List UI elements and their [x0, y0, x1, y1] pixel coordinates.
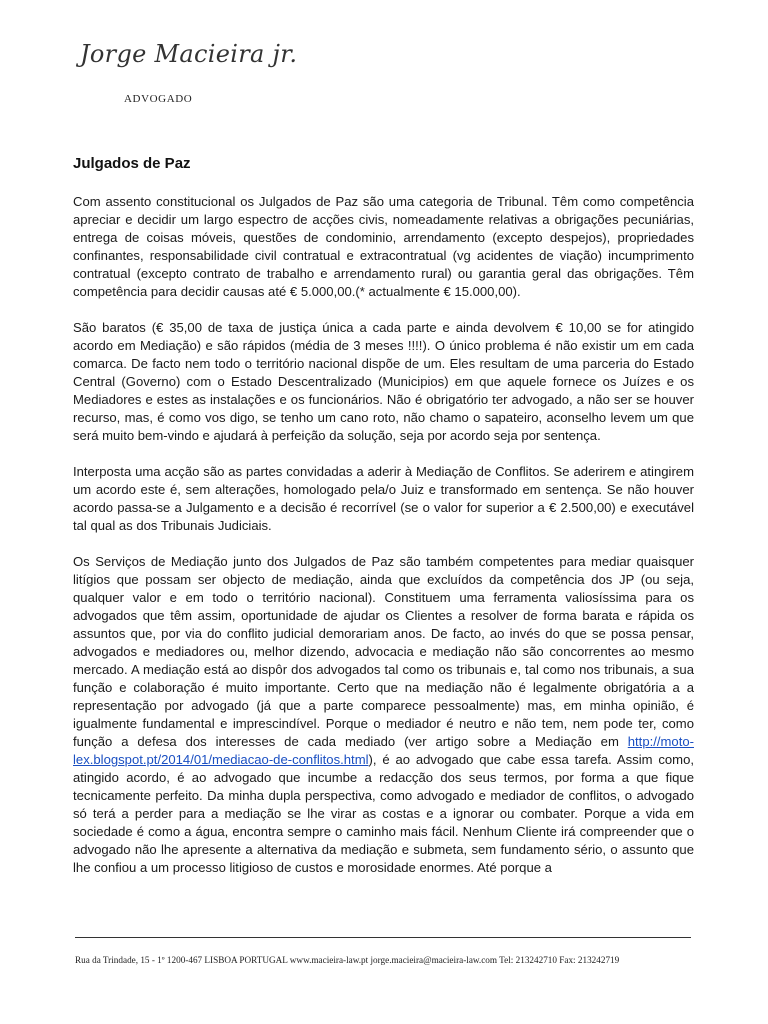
- document-body: [73, 193, 694, 895]
- paragraph-4-text-start: Os Serviços de Mediação junto dos Julgados de Paz são também competentes para mediar quaisquer litígios que possam ser objecto de mediação, ainda que excluídos da competência dos JP (ou seja, qualquer valor e em todo o território nacional). Constituem uma ferramenta valiosíssima para os advogados que têm assim, oportunidade de ajudar os Clientes a resolver de forma barata e rápida os assuntos que, por via do conflito judicial demorariam anos. De facto, ao invés do que se possa pensar, advogados e mediadores ou, melhor dizendo, advocacia e mediação não são concorrentes ao mesmo mercado. A mediação está ao dispôr dos advogados tal como os tribunais e, tal como nos tribunais, a sua função e colaboração é muito importante. Certo que na mediação não é legalmente obrigatória a a representação por advogado (já que a parte comparece pessoalmente) mas, em minha opinião, é igualmente fundamental e imprescindível. Porque o mediador é neutro e não tem, nem pode ter, como função a defesa dos interesses de cada mediado (ver artigo sobre a Mediação em: [73, 554, 694, 749]
- paragraph-4-text-end: ), é ao advogado que cabe essa tarefa. Assim como, atingido acordo, é ao advogado que incumbe a redacção dos seus termos, por forma a que fique tecnicamente perfeito. Da minha dupla perspectiva, como advogado e mediador de conflitos, o advogado só terá a perder para a mediação se lhe virar as costas e a ignorar ou combater. Porque a vida em sociedade é como a água, encontra sempre o caminho mais fácil. Nenhum Cliente irá compreender que o advogado não lhe apresente a alternativa da mediação e submeta, sem fundamento sério, o assunto que lhe confiou a um processo litigioso de custos e morosidade enormes. Até porque a: [73, 752, 694, 875]
- author-signature: Jorge Macieira jr.: [80, 40, 298, 68]
- footer-contact: Rua da Trindade, 15 - 1º 1200-467 LISBOA PORTUGAL www.macieira-law.pt jorge.macieira@macieira-law.com Tel: 213242710 Fax: 213242719: [75, 955, 620, 965]
- article-link[interactable]: http://moto-lex.blogspot.pt/2014/01/mediacao-de-conflitos.html: [73, 734, 694, 767]
- paragraph-4: [73, 553, 694, 877]
- paragraph-3: Interposta uma acção são as partes convidadas a aderir à Mediação de Conflitos. Se aderirem e atingirem um acordo este é, sem alterações, homologado pela/o Juiz e transformado em sentença. Se não houver acordo passa-se a Julgamento e a decisão é recorrível (se o valor for superior a € 2.500,00) e executável tal qual as dos Tribunais Judiciais.: [73, 464, 694, 533]
- paragraph-2: São baratos (€ 35,00 de taxa de justiça única a cada parte e ainda devolvem € 10,00 se for atingido acordo em Mediação) e são rápidos (média de 3 meses !!!!). O único problema é não existir um em cada comarca. De facto nem todo o território nacional dispõe de um. Eles resultam de uma parceria do Estado Central (Governo) com o Estado Descentralizado (Municipios) em que aquele fornece os Juízes e os Mediadores e estes as instalações e os funcionários. Não é obrigatório ter advogado, a não ser se houver recurso, mas, é como vos digo, se tenho um cano roto, não chamo o sapateiro, aconselho levem um que será muito bem-vindo e ajudará à perfeição da solução, seja por acordo seja por sentença.: [73, 320, 694, 443]
- document-title: Julgados de Paz: [73, 155, 191, 172]
- footer-divider: [75, 937, 691, 938]
- paragraph-1: Com assento constitucional os Julgados de Paz são uma categoria de Tribunal. Têm como competência apreciar e decidir um largo espectro de acções civis, nomeadamente relativas a obrigações pecuniárias, entrega de coisas móveis, questões de condominio, arrendamento (excepto despejos), propriedades confinantes, responsabilidade civil contratual e extracontratual (vg acidentes de viação) incumprimento contratual (excepto contrato de trabalho e arrendamento rural) ou garantia geral das obrigações. Têm competência para decidir causas até € 5.000,00.(* actualmente € 15.000,00).: [73, 194, 694, 299]
- author-role: ADVOGADO: [124, 93, 193, 105]
